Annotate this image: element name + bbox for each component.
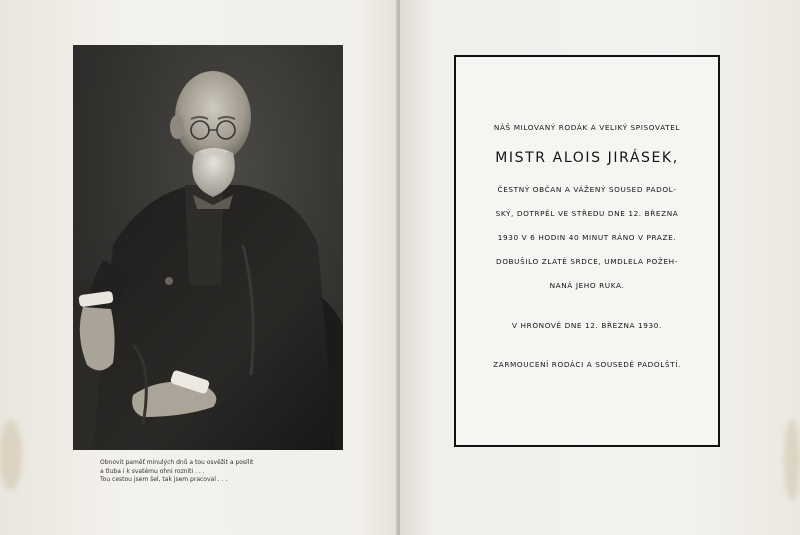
notice-place-date: V HRONOVĚ DNE 12. BŘEZNA 1930. xyxy=(512,321,662,330)
notice-intro: NÁŠ MILOVANÝ RODÁK A VELIKÝ SPISOVATEL xyxy=(493,123,681,132)
notice-name-heading: MISTR ALOIS JIRÁSEK, xyxy=(495,150,679,166)
caption-line: Tou cestou jsem šel, tak jsem pracoval . . . xyxy=(100,476,228,483)
portrait-illustration xyxy=(73,45,343,450)
notice-body-line: 1930 V 6 HODIN 40 MINUT RÁNO V PRAZE. xyxy=(497,233,677,242)
paper-stain xyxy=(0,420,22,490)
left-page xyxy=(0,0,398,535)
caption-line: a tluba i k svatému ohni rozníti . . . xyxy=(100,467,205,475)
notice-signature: ZARMOUCENÍ RODÁCI A SOUSEDÉ PADOLŠTÍ. xyxy=(493,360,681,369)
notice-body-line: NANÁ JEHO RUKA. xyxy=(549,281,625,290)
notice-body-line: ČESTNÝ OBČAN A VÁŽENÝ SOUSED PADOL- xyxy=(497,185,677,194)
caption-line: Obnovit paměť minulých dnů a tou osvěžit a posílit xyxy=(100,459,254,466)
notice-body-line: DOBUŠILO ZLATÉ SRDCE, UMDLELA POŽEH- xyxy=(495,257,679,266)
death-notice-frame xyxy=(454,55,720,447)
notice-body-line: SKÝ, DOTRPĚL VE STŘEDU DNE 12. BŘEZNA xyxy=(495,209,679,218)
photo-caption xyxy=(100,459,316,485)
portrait-photo xyxy=(73,45,343,450)
paper-stain xyxy=(784,420,800,500)
